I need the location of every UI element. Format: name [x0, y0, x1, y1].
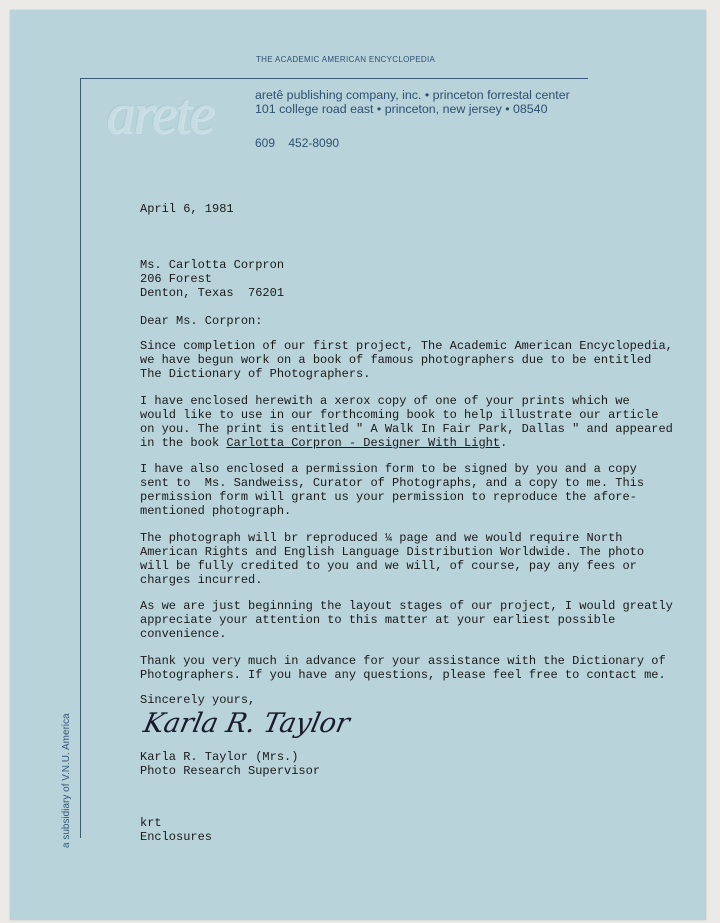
letterhead-rule-vertical — [80, 78, 81, 838]
handwritten-signature: Karla R. Taylor — [140, 708, 353, 739]
letterhead-rule-horizontal — [80, 78, 588, 79]
salutation: Dear Ms. Corpron: — [140, 314, 263, 328]
letter-date: April 6, 1981 — [140, 202, 234, 216]
masthead: THE ACADEMIC AMERICAN ENCYCLOPEDIA — [256, 55, 436, 64]
paragraph-line: sent to Ms. Sandweiss, Curator of Photographs, and a copy to me. This — [140, 476, 645, 490]
text-run: in the book — [140, 436, 227, 450]
typist-initials: krt — [140, 816, 162, 830]
paragraph-line — [140, 437, 507, 451]
paragraph-line: we have begun work on a book of famous photographers due to be entitled — [140, 353, 652, 367]
paragraph-line: permission form will grant us your permission to reproduce the afore- — [140, 490, 637, 504]
paragraph-line: appreciate your attention to this matter at your earliest possible — [140, 613, 616, 627]
paragraph-line: on you. The print is entitled " A Walk In Fair Park, Dallas " and appeared — [140, 422, 673, 436]
address-line-2: 101 college road east • princeton, new jersey • 08540 — [255, 102, 548, 116]
paragraph-line: Photographers. If you have any questions, please feel free to contact me. — [140, 668, 666, 682]
paragraph-line: American Rights and English Language Distribution Worldwide. The photo — [140, 545, 645, 559]
address-line-1: aretê publishing company, inc. • princeton forrestal center — [255, 88, 570, 102]
paragraph-line: Since completion of our first project, The Academic American Encyclopedia, — [140, 339, 673, 353]
closing: Sincerely yours, — [140, 693, 256, 707]
paragraph-line: convenience. — [140, 627, 227, 641]
recipient-line: Denton, Texas 76201 — [140, 286, 285, 300]
paragraph-line: I have also enclosed a permission form to be signed by you and a copy — [140, 462, 637, 476]
signer-name: Karla R. Taylor (Mrs.) — [140, 750, 299, 764]
paragraph-line: Thank you very much in advance for your assistance with the Dictionary of — [140, 654, 666, 668]
paragraph-line: As we are just beginning the layout stages of our project, I would greatly — [140, 599, 673, 613]
embossed-logo: arete — [106, 81, 214, 146]
phone-number: 609 452-8090 — [255, 136, 340, 150]
paragraph-line: The Dictionary of Photographers. — [140, 367, 371, 381]
enclosures-note: Enclosures — [140, 830, 213, 844]
recipient-line: Ms. Carlotta Corpron — [140, 258, 285, 272]
paragraph-line: charges incurred. — [140, 573, 263, 587]
recipient-line: 206 Forest — [140, 272, 213, 286]
book-title: Carlotta Corpron - Designer With Light — [226, 436, 501, 450]
subsidiary-note: a subsidiary of V.N.U. America — [61, 713, 72, 848]
paragraph-line: mentioned photograph. — [140, 504, 292, 518]
paragraph-line: I have enclosed herewith a xerox copy of one of your prints which we — [140, 394, 630, 408]
text-run: . — [500, 436, 508, 450]
paragraph-line: The photograph will br reproduced ¼ page and we would require North — [140, 531, 623, 545]
paragraph-line: will be fully credited to you and we will, of course, pay any fees or — [140, 559, 637, 573]
paragraph-line: would like to use in our forthcoming book to help illustrate our article — [140, 408, 659, 422]
signer-title: Photo Research Supervisor — [140, 764, 321, 778]
